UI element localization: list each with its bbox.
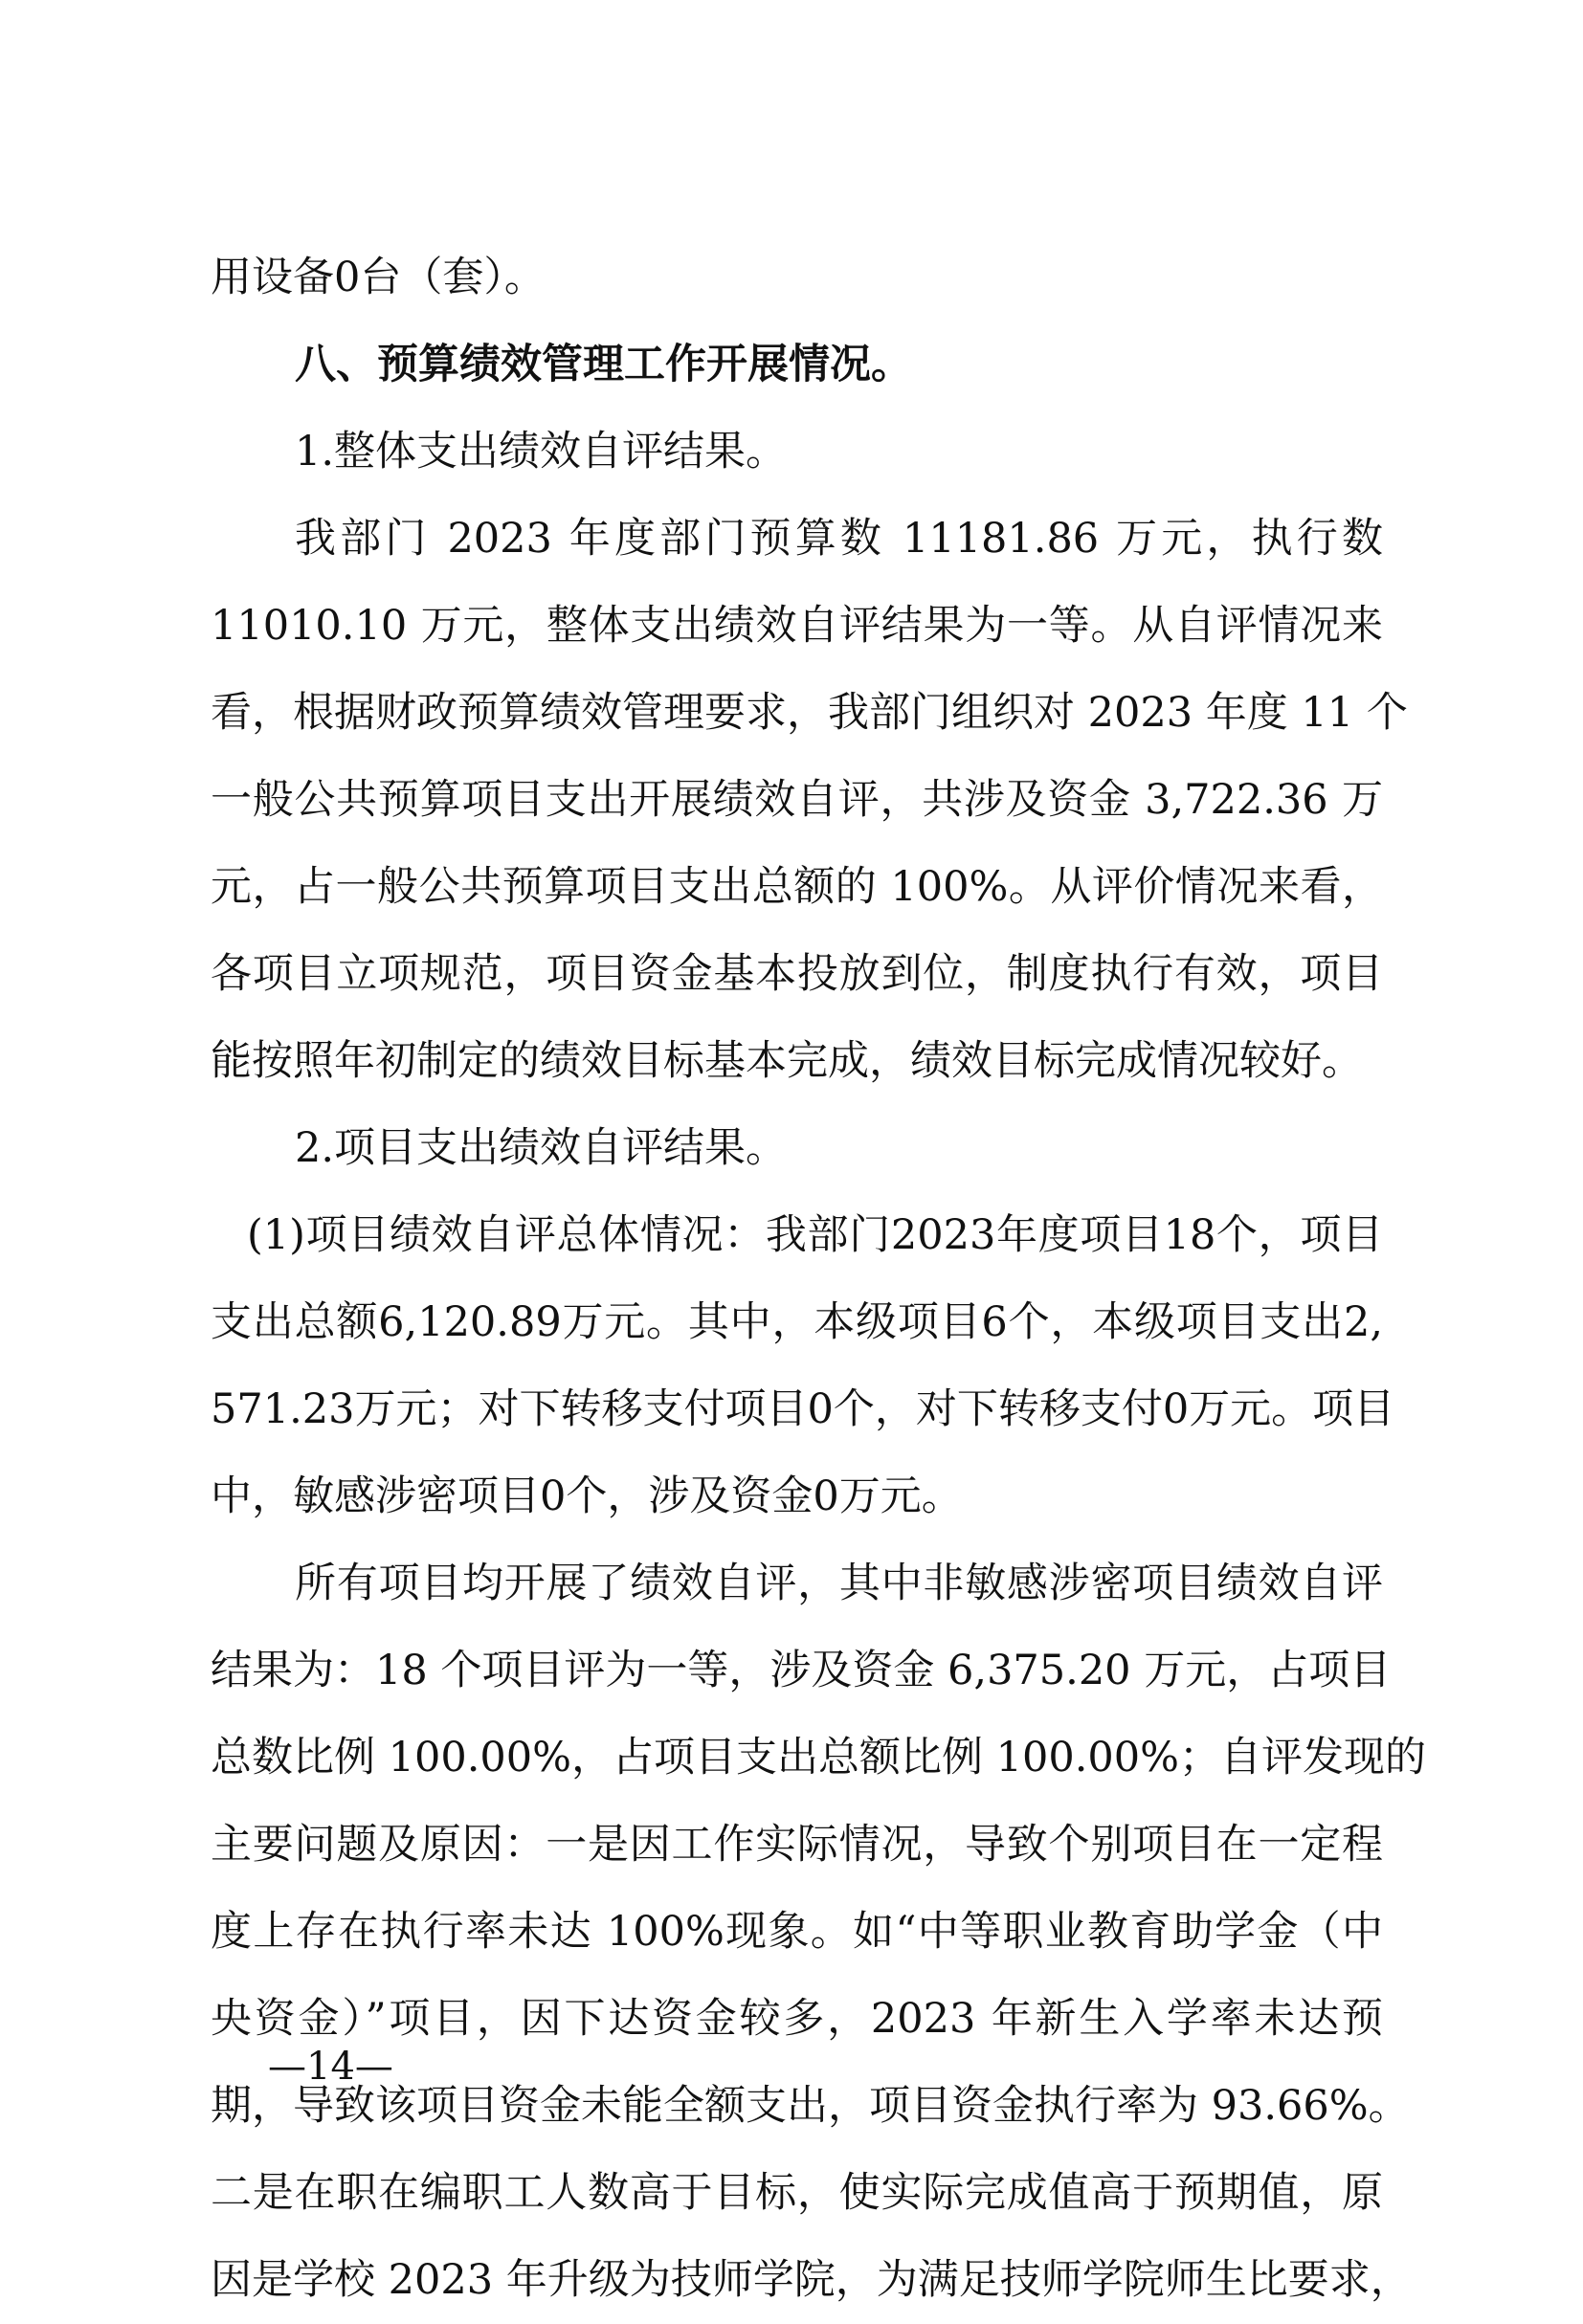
body-text-line: 主要问题及原因：一是因工作实际情况，导致个别项目在一定程 [211, 1821, 1383, 1869]
page-number: —14— [268, 2045, 393, 2089]
body-text-line: 能按照年初制定的绩效目标基本完成，绩效目标完成情况较好。 [211, 1037, 1363, 1085]
body-text-line: 二是在职在编职工人数高于目标，使实际完成值高于预期值，原 [211, 2169, 1383, 2217]
body-text-line: 用设备0台（套）。 [211, 254, 546, 301]
body-text-line: 中，敏感涉密项目0个，涉及资金0万元。 [211, 1472, 963, 1520]
section-heading: 八、预算绩效管理工作开展情况。 [295, 341, 912, 388]
body-text-line: 元，占一般公共预算项目支出总额的 100%。从评价情况来看， [211, 863, 1383, 911]
body-text-line: (1)项目绩效自评总体情况：我部门2023年度项目18个，项目 [247, 1211, 1383, 1259]
body-text-line: 我部门 2023 年度部门预算数 11181.86 万元，执行数 [295, 515, 1383, 563]
body-text-line: 一般公共预算项目支出开展绩效自评，共涉及资金 3,722.36 万 [211, 776, 1383, 824]
body-text-line: 期，导致该项目资金未能全额支出，项目资金执行率为 93.66%。 [211, 2082, 1410, 2130]
body-text-line: 结果为：18 个项目评为一等，涉及资金 6,375.20 万元，占项目 [211, 1647, 1392, 1694]
body-text-line: 所有项目均开展了绩效自评，其中非敏感涉密项目绩效自评 [295, 1560, 1383, 1607]
body-text-line: 央资金）”项目，因下达资金较多，2023 年新生入学率未达预 [211, 1995, 1383, 2043]
body-text-line: 看，根据财政预算绩效管理要求，我部门组织对 2023 年度 11 个 [211, 689, 1408, 737]
body-text-line: 11010.10 万元，整体支出绩效自评结果为一等。从自评情况来 [211, 602, 1383, 650]
subsection-heading: 1.整体支出绩效自评结果。 [295, 428, 788, 476]
body-text-line: 总数比例 100.00%，占项目支出总额比例 100.00%；自评发现的 [211, 1734, 1426, 1782]
body-text-line: 因是学校 2023 年升级为技师学院，为满足技师学院师生比要求， [211, 2256, 1412, 2304]
body-text-line: 度上存在执行率未达 100%现象。如“中等职业教育助学金（中 [211, 1908, 1383, 1956]
subsection-heading: 2.项目支出绩效自评结果。 [295, 1124, 788, 1172]
body-text-line: 支出总额6,120.89万元。其中，本级项目6个，本级项目支出2, [211, 1298, 1383, 1346]
body-text-line: 571.23万元；对下转移支付项目0个，对下转移支付0万元。项目 [211, 1385, 1395, 1433]
document-body [211, 234, 1426, 2324]
body-text-line: 各项目立项规范，项目资金基本投放到位，制度执行有效，项目 [211, 950, 1383, 998]
